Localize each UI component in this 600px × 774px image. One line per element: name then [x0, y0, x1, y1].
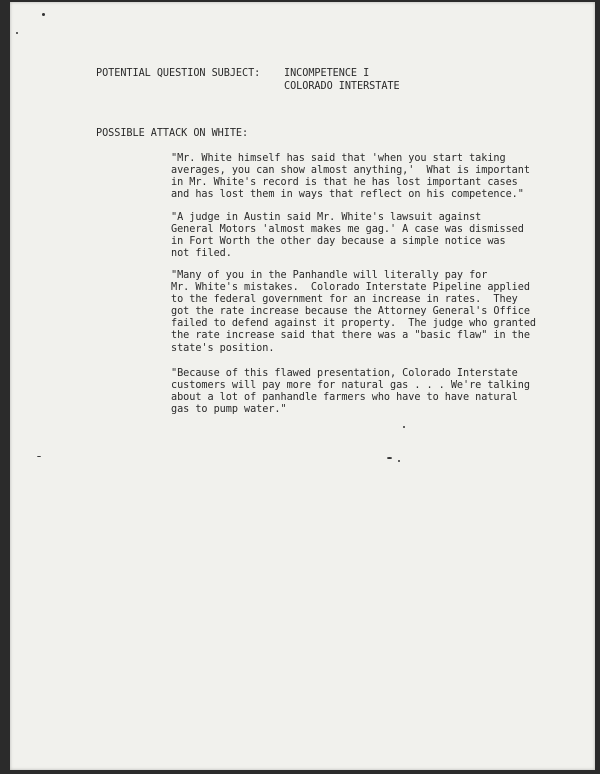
quote-paragraph-3: "Many of you in the Panhandle will literally pay for Mr. White's mistakes. Colorado Interstate Pipeline applied to the federal government for an increase in rates. They got the rate increase because the Attorney General's Office failed to defend against it property. The judge who granted the rate increase said that there was a "basic flaw" in the state's position.: [171, 270, 537, 354]
scan-speck: [387, 457, 392, 459]
scan-speck: [403, 426, 405, 428]
quote-paragraph-2: "A judge in Austin said Mr. White's lawsuit against General Motors 'almost makes me gag.' A case was dismissed in Fort Worth the other day because a simple notice was not filed.: [171, 212, 524, 260]
quote-paragraph-4: "Because of this flawed presentation, Colorado Interstate customers will pay more for natural gas . . . We're talking about a lot of panhandle farmers who have to have natural gas to pump water.": [171, 368, 530, 416]
scan-speck: [42, 13, 45, 16]
subject-line-2: COLORADO INTERSTATE: [284, 81, 400, 92]
question-subject-label: POTENTIAL QUESTION SUBJECT:: [96, 68, 261, 79]
scan-speck: [16, 32, 18, 34]
subject-line-1: INCOMPETENCE I: [284, 68, 370, 79]
scan-speck: [398, 460, 400, 462]
quote-paragraph-1: "Mr. White himself has said that 'when you start taking averages, you can show almost anything,' What is important in Mr. White's record is that he has lost important cases and has lost them in ways that reflect on his competence.": [171, 153, 530, 201]
scan-speck: [37, 456, 41, 457]
document-page: [10, 2, 595, 770]
section-heading: POSSIBLE ATTACK ON WHITE:: [96, 128, 249, 139]
